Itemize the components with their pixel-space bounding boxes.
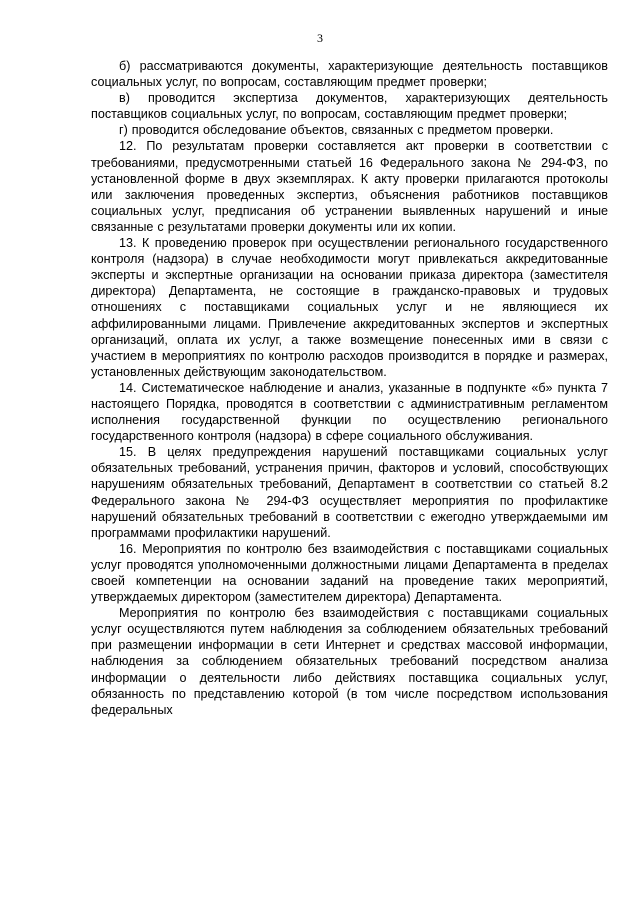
paragraph-16: 16. Мероприятия по контролю без взаимодействия с поставщиками социальных услуг проводятся уполномоченными должностными лицами Департамента в пределах своей компетенции на основании заданий на проведение таких мероприятий, утверждаемых директором (заместителем директора) Департамента. xyxy=(91,541,608,605)
document-body xyxy=(91,58,608,718)
paragraph-14: 14. Систематическое наблюдение и анализ, указанные в подпункте «б» пункта 7 настоящего Порядка, проводятся в соответствии с административным регламентом исполнения государственной функции по осуществлению регионального государственного контроля (надзора) в сфере социального обслуживания. xyxy=(91,380,608,444)
paragraph-subitem-g: г) проводится обследование объектов, связанных с предметом проверки. xyxy=(119,123,554,138)
paragraph-subitem-b: б) рассматриваются документы, характеризующие деятельность поставщиков социальных услуг, по вопросам, составляющим предмет проверки; xyxy=(91,59,608,90)
paragraph-subitem-v: в) проводится экспертиза документов, характеризующих деятельность поставщиков социальных услуг, по вопросам, составляющим предмет проверки; xyxy=(91,91,608,122)
page-number: 3 xyxy=(317,31,323,45)
paragraph-12: 12. По результатам проверки составляется акт проверки в соответствии с требованиями, предусмотренными статьей 16 Федерального закона № 294-ФЗ, по установленной форме в двух экземплярах. К акту проверки прилагаются протоколы или заключения проведенных экспертиз, объяснения работников поставщиков социальных услуг, предписания об устранении выявленных нарушений и иные связанные с результатами проверки документы или их копии. xyxy=(91,139,608,234)
paragraph-13: 13. К проведению проверок при осуществлении регионального государственного контроля (надзора) в случае необходимости могут привлекаться аккредитованные эксперты и экспертные организации на основании приказа директора (заместителя директора) Департамента, не состоящие в гражданско-правовых и трудовых отношениях с поставщиками социальных услуг и не являющиеся их аффилированными лицами. Привлечение аккредитованных экспертов и экспертных организаций, оплата их услуг, а также возмещение понесенных ими в связи с участием в мероприятиях по контролю расходов производится в порядке и размерах, установленных действующим законодательством. xyxy=(91,236,608,379)
paragraph-15: 15. В целях предупреждения нарушений поставщиками социальных услуг обязательных требований, устранения причин, факторов и условий, способствующих нарушениям обязательных требований, Департамент в соответствии со статьей 8.2 Федерального закона № 294-ФЗ осуществляет мероприятия по профилактике нарушений обязательных требований в соответствии с ежегодно утверждаемыми им программами профилактики нарушений. xyxy=(91,445,608,540)
paragraph-16-continued: Мероприятия по контролю без взаимодействия с поставщиками социальных услуг осуществляются путем наблюдения за соблюдением обязательных требований при размещении информации в сети Интернет и средствах массовой информации, наблюдения за соблюдением обязательных требований посредством анализа информации о деятельности либо действиях поставщика социальных услуг, обязанность по представлению которой (в том числе посредством использования федеральных xyxy=(91,606,608,717)
